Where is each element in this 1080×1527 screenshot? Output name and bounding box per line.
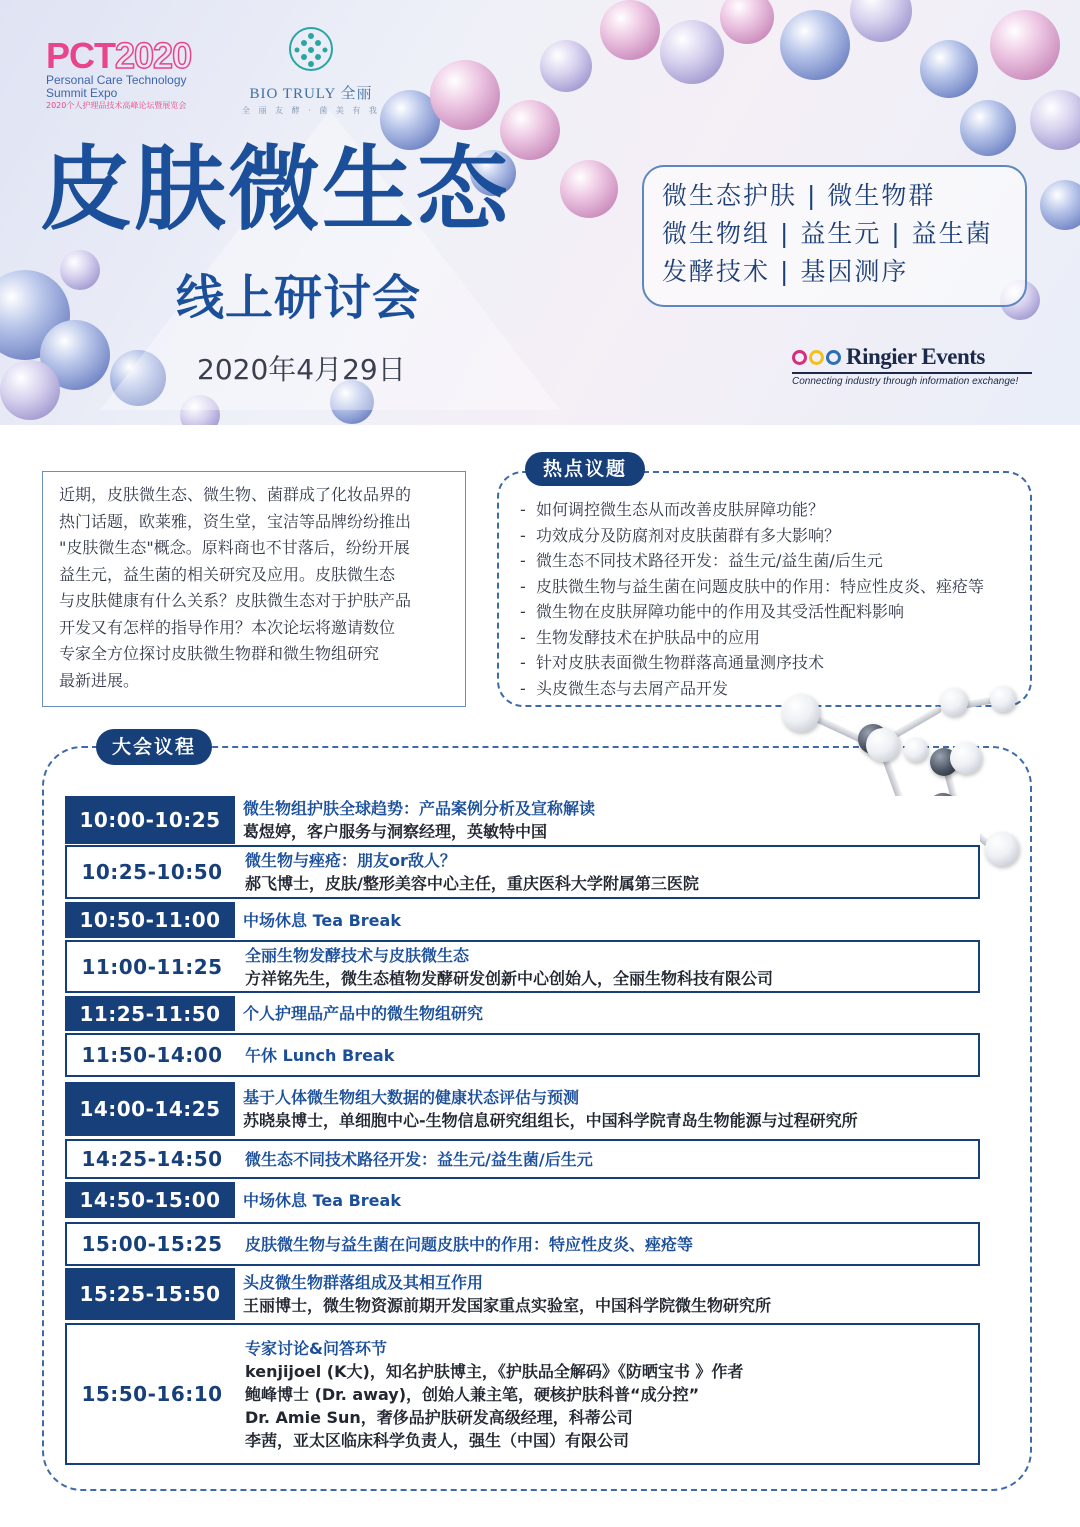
agenda-row xyxy=(65,796,980,844)
hot-topic-item: - 功效成分及防腐剂对皮肤菌群有多大影响？ xyxy=(520,525,841,545)
agenda-time: 11:00-11:25 xyxy=(81,954,223,979)
agenda-row xyxy=(65,996,980,1031)
biotruly-name: BIO TRULY 全丽 xyxy=(249,86,373,102)
biotruly-tagline: 全 丽 友 酵 · 菌 美 有 我 xyxy=(242,106,380,115)
agenda-time: 15:00-15:25 xyxy=(81,1232,223,1256)
pct-logo-line1: Personal Care Technology xyxy=(46,73,187,87)
hot-topic-item: - 微生物在皮肤屏障功能中的作用及其受活性配料影响 xyxy=(520,602,905,621)
dna-bubble xyxy=(540,40,592,92)
agenda-session-title: 微生物与痤疮：朋友or敌人？ xyxy=(245,851,456,870)
dna-bubble xyxy=(660,20,724,84)
agenda-row xyxy=(65,1033,980,1077)
agenda-session-title: 基于人体微生物组大数据的健康状态评估与预测 xyxy=(243,1088,580,1107)
dna-bubble xyxy=(560,160,618,218)
intro-line: "皮肤微生态"概念。原料商也不甘落后，纷纷开展 xyxy=(59,538,410,557)
agenda-session-title: 微生态不同技术路径开发：益生元/益生菌/后生元 xyxy=(245,1149,593,1169)
agenda-row xyxy=(65,1182,980,1218)
header-banner xyxy=(0,0,1080,425)
hot-topic-item: - 微生态不同技术路径开发：益生元/益生菌/后生元 xyxy=(520,551,883,570)
hot-topics-list xyxy=(520,497,1030,701)
intro-line: 热门话题，欧莱雅，资生堂，宝洁等品牌纷纷推出 xyxy=(59,511,412,531)
ring-icon xyxy=(792,350,807,365)
pct-logo-year: 2020 xyxy=(115,35,192,76)
hot-topic-item: - 如何调控微生态从而改善皮肤屏障功能？ xyxy=(520,500,825,519)
agenda-time: 14:25-14:50 xyxy=(81,1147,223,1171)
intro-line: 近期，皮肤微生态、微生物、菌群成了化妆品界的 xyxy=(59,485,412,504)
agenda-session-title: 微生物组护肤全球趋势：产品案例分析及宣称解读 xyxy=(243,799,596,818)
agenda-session-title: 个人护理品产品中的微生物组研究 xyxy=(243,1004,484,1023)
agenda-speaker: 王丽博士，微生物资源前期开发国家重点实验室，中国科学院微生物研究所 xyxy=(243,1296,772,1315)
agenda-session-title: 午休 Lunch Break xyxy=(245,1045,395,1065)
molecule-atom xyxy=(940,688,968,716)
dna-bubble xyxy=(600,0,660,60)
hot-topic-item: - 头皮微生态与去屑产品开发 xyxy=(520,678,729,698)
agenda-time: 10:00-10:25 xyxy=(79,808,221,832)
molecule-atom xyxy=(866,728,900,762)
biotruly-mark-icon xyxy=(288,26,334,72)
agenda-row xyxy=(65,940,980,993)
ringier-name: Ringier Events xyxy=(846,344,985,369)
page-title: 皮肤微生态 xyxy=(40,136,511,243)
agenda-session-title: 中场休息 Tea Break xyxy=(243,910,401,930)
dna-bubble xyxy=(920,40,978,98)
agenda-session-title: 头皮微生物群落组成及其相互作用 xyxy=(243,1273,484,1292)
event-date: 2020年4月29日 xyxy=(197,353,406,386)
hot-topic-item: - 皮肤微生物与益生菌在问题皮肤中的作用：特应性皮炎、痤疮等 xyxy=(520,576,985,596)
agenda-speaker: 葛煜婷，客户服务与洞察经理，英敏特中国 xyxy=(243,822,548,841)
agenda-time: 11:25-11:50 xyxy=(79,1001,221,1026)
molecule-atom xyxy=(990,686,1016,712)
agenda-row xyxy=(65,902,980,938)
agenda-row xyxy=(65,845,980,899)
agenda-time: 14:00-14:25 xyxy=(79,1097,221,1121)
hot-topics-title: 热点议题 xyxy=(525,452,645,486)
keyword-line: 微生态护肤 | 微生物群 xyxy=(662,181,936,210)
dna-bubble xyxy=(720,0,774,44)
agenda-row xyxy=(65,1222,980,1266)
agenda-session-title: 中场休息 Tea Break xyxy=(243,1190,401,1210)
dna-bubble xyxy=(430,60,500,130)
molecule-atom xyxy=(904,738,928,762)
agenda-time: 10:25-10:50 xyxy=(81,860,223,884)
agenda-session-title: 全丽生物发酵技术与皮肤微生态 xyxy=(245,945,470,965)
molecule-atom xyxy=(950,742,982,774)
agenda-speaker: 鲍峰博士 (Dr. away)，创始人兼主笔，硬核护肤科普“成分控” xyxy=(245,1384,700,1404)
agenda-time: 15:50-16:10 xyxy=(81,1382,223,1406)
agenda-speaker: 李茜，亚太区临床科学负责人，强生（中国）有限公司 xyxy=(245,1430,630,1450)
agenda-time: 14:50-15:00 xyxy=(79,1188,221,1212)
pct-logo xyxy=(46,35,256,111)
dna-bubble xyxy=(60,250,100,290)
ringier-divider xyxy=(792,372,1032,374)
agenda-speaker: 苏晓泉博士，单细胞中心-生物信息研究组组长，中国科学院青岛生物能源与过程研究所 xyxy=(243,1111,858,1130)
agenda-session-title: 皮肤微生物与益生菌在问题皮肤中的作用：特应性皮炎、痤疮等 xyxy=(245,1234,694,1254)
ringier-tagline: Connecting industry through information exchange! xyxy=(792,376,1019,387)
dna-bubble xyxy=(0,360,60,420)
agenda-time: 11:50-14:00 xyxy=(81,1043,223,1067)
dna-bubble xyxy=(1040,180,1080,230)
ring-icon xyxy=(826,350,841,365)
biotruly-logo xyxy=(236,26,386,116)
agenda-time: 15:25-15:50 xyxy=(79,1282,221,1306)
pct-logo-brand: PCT xyxy=(46,35,115,76)
ringier-logo xyxy=(792,344,1042,387)
agenda-title: 大会议程 xyxy=(96,729,212,765)
intro-box xyxy=(42,471,466,707)
pct-logo-line2: Summit Expo xyxy=(46,86,118,100)
agenda-row xyxy=(65,1139,980,1179)
hot-topic-item: - 针对皮肤表面微生物群落高通量测序技术 xyxy=(520,653,825,672)
intro-line: 开发又有怎样的指导作用？本次论坛将邀请数位 xyxy=(59,617,396,637)
agenda-speaker: 郝飞博士，皮肤/整形美容中心主任，重庆医科大学附属第三医院 xyxy=(245,874,699,893)
agenda-row xyxy=(65,1323,980,1465)
intro-line: 专家全方位探讨皮肤微生物群和微生物组研究 xyxy=(59,644,380,663)
agenda-row xyxy=(65,1082,980,1136)
keyword-line: 微生物组 | 益生元 | 益生菌 xyxy=(662,219,993,248)
agenda-row xyxy=(65,1268,980,1320)
intro-line: 与皮肤健康有什么关系？皮肤微生态对于护肤产品 xyxy=(59,591,412,610)
pct-logo-cn: 2020个人护理品技术高峰论坛暨展览会 xyxy=(46,101,187,110)
dna-bubble xyxy=(850,0,912,42)
dna-bubble xyxy=(780,10,850,80)
molecule-atom xyxy=(782,694,820,732)
page-subtitle: 线上研讨会 xyxy=(176,270,422,326)
dna-bubble xyxy=(990,10,1060,80)
ring-icon xyxy=(809,350,824,365)
dna-bubble xyxy=(1030,90,1080,150)
intro-line: 最新进展。 xyxy=(59,670,140,690)
agenda-time: 10:50-11:00 xyxy=(79,908,221,932)
intro-line: 益生元，益生菌的相关研究及应用。皮肤微生态 xyxy=(59,564,396,584)
hot-topic-item: - 生物发酵技术在护肤品中的应用 xyxy=(520,627,761,647)
agenda-speaker: 方祥铭先生，微生态植物发酵研发创新中心创始人，全丽生物科技有限公司 xyxy=(245,968,774,988)
dna-bubble xyxy=(960,100,1016,156)
keyword-line: 发酵技术 | 基因测序 xyxy=(662,257,909,286)
agenda-speaker: kenjijoel (K大)，知名护肤博主，《护肤品全解码》《防晒宝书 》作者 xyxy=(245,1361,744,1381)
molecule-atom xyxy=(985,832,1019,866)
keywords-box xyxy=(642,165,1027,307)
agenda-speaker: Dr. Amie Sun，奢侈品护肤研发高级经理，科蒂公司 xyxy=(245,1407,633,1427)
agenda-session-title: 专家讨论&问答环节 xyxy=(245,1338,387,1358)
